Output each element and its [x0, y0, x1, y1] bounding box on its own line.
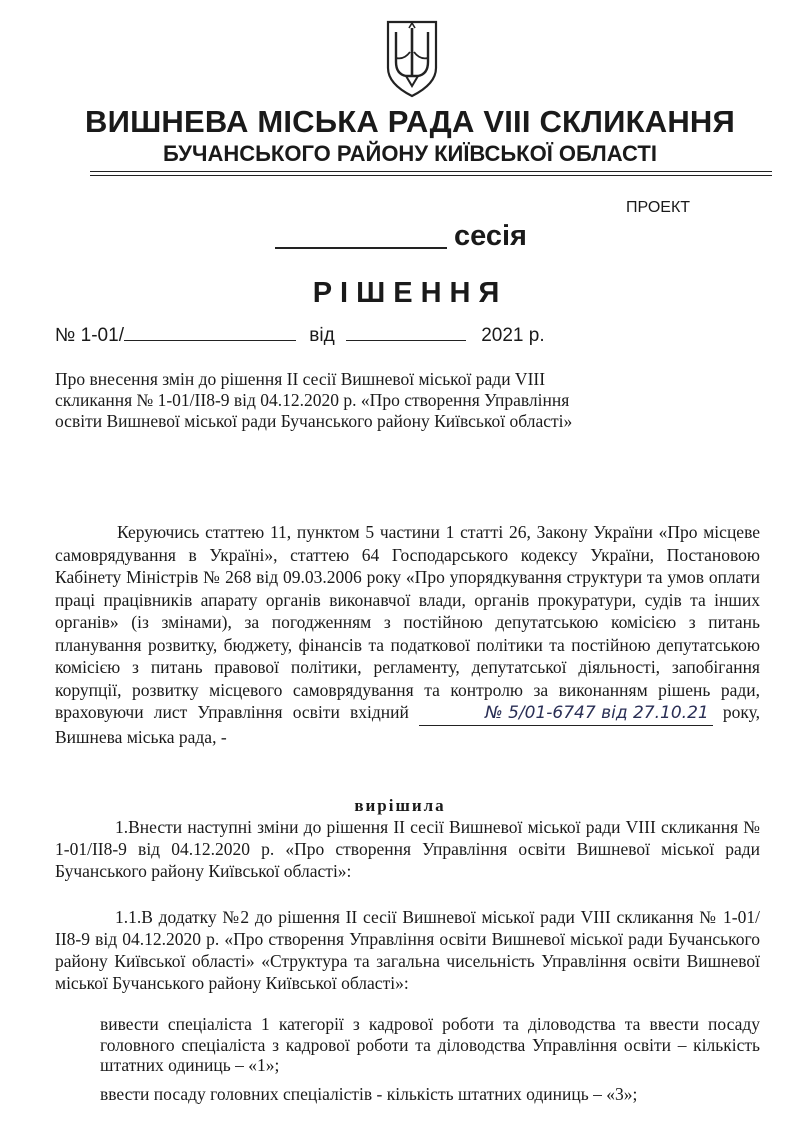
resolved-label: вирішила [354, 796, 446, 815]
session-number-blank [275, 247, 447, 249]
number-prefix: № 1-01/ [55, 325, 124, 346]
preamble-paragraph [55, 521, 760, 748]
item-1-1: 1.1.В додатку №2 до рішення ІІ сесії Вишневої міської ради VIII скликання № 1-01/ІІ8-9 від 04.12.2020 р. «Про створення Управління освіти Вишневої міської ради Бучанського району Київської області» «Структура та загальна чисельність Управління освіти Вишневої міської Бучанського району Київської області»: [55, 907, 760, 993]
date-prefix: від [309, 325, 335, 346]
item-1: 1.Внести наступні зміни до рішення ІІ сесії Вишневої міської ради VIII скликання № 1-01/ІІ8-9 від 04.12.2020 р. «Про створення Управління освіти Вишневої міської ради Бучанського району Київської області»: [55, 817, 760, 881]
header-divider [90, 171, 772, 172]
subitem-1: вивести спеціаліста 1 категорії з кадрової роботи та діловодства та ввести посаду головного спеціаліста з кадрової роботи та діловодства Управління освіти – кількість штатних одиниць – «1»; [100, 1014, 760, 1075]
decision-subject: Про внесення змін до рішення ІІ сесії Вишневої міської ради VIII скликання № 1-01/ІІ8-9 від 04.12.2020 р. «Про створення Управління освіти Вишневої міської ради Бучанського району Київської області» [55, 369, 573, 431]
date-blank [346, 324, 466, 341]
council-name: ВИШНЕВА МІСЬКА РАДА VIII СКЛИКАННЯ [85, 104, 735, 139]
session-label: сесія [454, 220, 527, 252]
header-divider-thin [90, 175, 772, 176]
number-blank [124, 324, 296, 341]
preamble-text: Керуючись статтею 11, пунктом 5 частини 1 статті 26, Закону України «Про місцеве самоврядування в Україні», статтею 64 Господарського кодексу України, Постановою Кабінету Міністрів № 268 від 09.03.2006 року «Про упорядкування структури та умов оплати праці працівників апарату органів виконавчої влади, органів прокуратури, судів та інших органів» (із змінами), за погодженням з постійною депутатською комісією з питань планування розвитку, бюджету, фінансів та податкової політики та постійною депутатською комісією з питань правової політики, регламенту, депутатської діяльності, запобігання корупції, розвитку місцевого самоврядування та контролю за виконанням рішень ради, враховуючи лист Управління освіти вхідний [55, 522, 760, 722]
year-label: 2021 р. [481, 325, 545, 346]
handwritten-reference: № 5/01-6747 від 27.10.21 [419, 702, 713, 726]
district-name: БУЧАНСЬКОГО РАЙОНУ КИЇВСЬКОЇ ОБЛАСТІ [163, 141, 657, 166]
draft-label: ПРОЕКТ [626, 199, 691, 216]
decision-title: РІШЕННЯ [312, 277, 508, 309]
trident-emblem-icon [382, 18, 442, 98]
preamble-tail: року, Вишнева міська рада, - [55, 702, 761, 747]
decision-number-line [55, 324, 545, 347]
subitem-2: ввести посаду головних спеціалістів - кількість штатних одиниць – «3»; [100, 1084, 638, 1104]
